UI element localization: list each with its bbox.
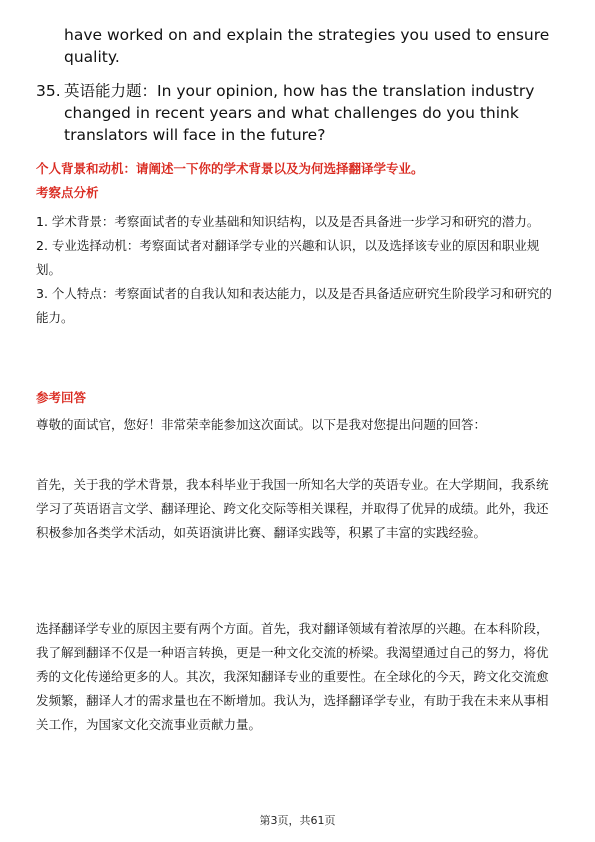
answer-paragraph-text: 选择翻译学专业的原因主要有两个方面。首先，我对翻译领域有着浓厚的兴趣。在本科阶段，我了解到翻译不仅是一种语言转换，更是一种文化交流的桥梁。我渴望通过自己的努力，将优秀的文化传递给更多的人。其次，我深知翻译专业的重要性。在全球化的今天，跨文化交流愈发频繁，翻译人才的需求量也在不断增加。我认为，选择翻译学专业，有助于我在未来从事相关工作，为国家文化交流事业贡献力量。	[36, 621, 549, 732]
section-heading-text: 个人背景和动机：请阐述一下你的学术背景以及为何选择翻译学专业。	[36, 161, 424, 176]
answer-intro-text: 尊敬的面试官，您好！非常荣幸能参加这次面试。以下是我对您提出问题的回答：	[36, 417, 487, 432]
question-text: 英语能力题：In your opinion, how has the translation industry changed in recent years and what challenges do you think translators will face in the future?	[64, 82, 535, 144]
analysis-item: 3. 个人特点：考察面试者的自我认知和表达能力，以及是否具备适应研究生阶段学习和研究的能力。	[36, 286, 552, 325]
answer-paragraph	[36, 473, 559, 545]
page-number: 第3页，共61页	[259, 814, 336, 827]
analysis-heading	[36, 184, 559, 202]
analysis-heading-text: 考察点分析	[36, 185, 99, 200]
question-continuation	[64, 24, 564, 68]
analysis-item: 1. 学术背景：考察面试者的专业基础和知识结构，以及是否具备进一步学习和研究的潜力。	[36, 214, 540, 229]
answer-paragraph-text: 首先，关于我的学术背景，我本科毕业于我国一所知名大学的英语专业。在大学期间，我系统学习了英语语言文学、翻译理论、跨文化交际等相关课程，并取得了优异的成绩。此外，我还积极参加各类学术活动，如英语演讲比赛、翻译实践等，积累了丰富的实践经验。	[36, 477, 549, 540]
answer-intro	[36, 413, 559, 437]
question-number: 35.	[36, 82, 61, 100]
section-heading	[36, 160, 559, 178]
reference-heading-text: 参考回答	[36, 390, 87, 405]
question-continuation-text: have worked on and explain the strategies you used to ensure quality.	[64, 26, 550, 66]
reference-heading	[36, 389, 559, 407]
answer-paragraph	[36, 617, 559, 737]
analysis-list	[36, 210, 559, 330]
analysis-item: 2. 专业选择动机：考察面试者对翻译学专业的兴趣和认识，以及选择该专业的原因和职业规划。	[36, 238, 540, 277]
page-footer	[0, 812, 595, 828]
